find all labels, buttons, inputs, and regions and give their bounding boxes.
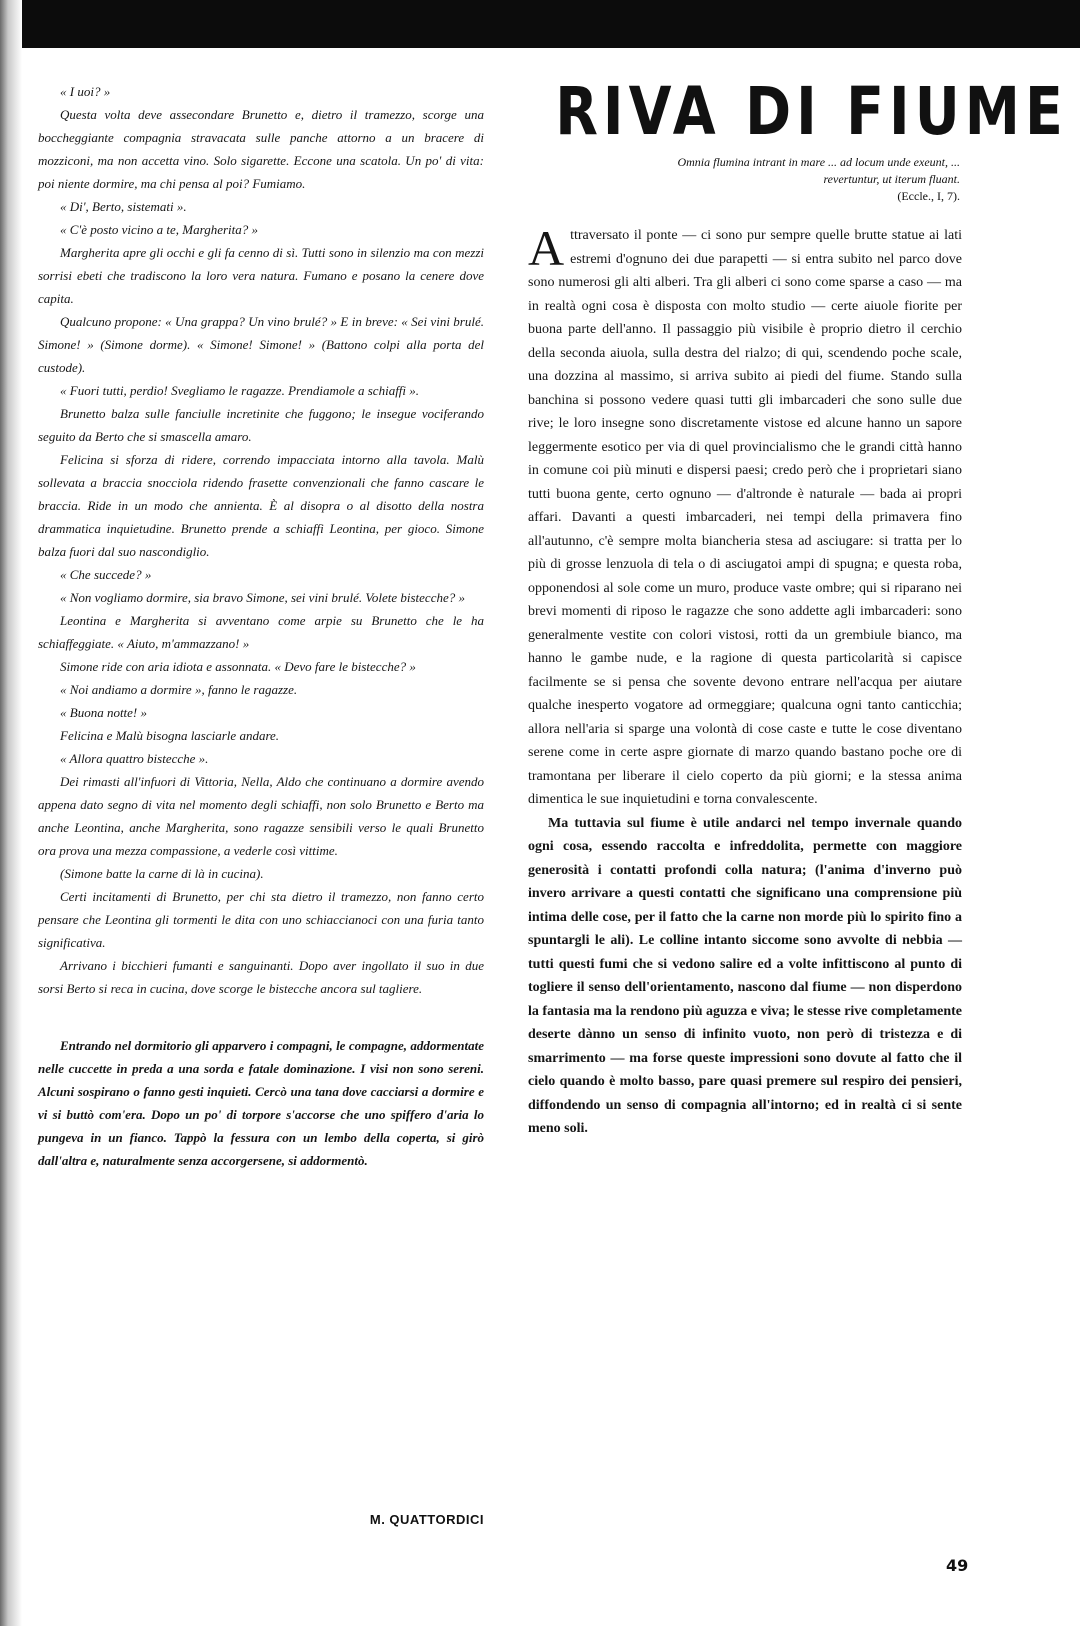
- story-paragraph: « Buona notte! »: [60, 705, 148, 720]
- left-scan-edge: [0, 0, 22, 1626]
- top-scan-band: [0, 0, 1080, 48]
- drop-cap: A: [528, 220, 565, 276]
- left-column-story: [38, 80, 484, 1172]
- story-paragraph: « Fuori tutti, perdio! Svegliamo le ragazze. Prendiamole a schiaffi ».: [60, 383, 420, 398]
- article-body: [528, 220, 962, 1141]
- story-paragraphs: [38, 80, 484, 1000]
- story-closing: [38, 1034, 484, 1172]
- story-paragraph: Certi incitamenti di Brunetto, per chi sta dietro il tramezzo, non fanno certo pensare che Leontina gli tormenti le dita con uno schiaccianoci con una furia tanto significativa.: [38, 889, 484, 950]
- epigraph: [620, 154, 960, 205]
- epigraph-source: (Eccle., I, 7).: [897, 189, 960, 203]
- paragraph-1-text: ttraversato il ponte — ci sono pur sempre quelle brutte statue ai lati estremi d'ognuno dei due parapetti — si entra subito nel parco dove sono numerosi gli alti alberi. Tra gli alberi ci sono come sparse a caso — ma in realtà ogni cosa è disposta con molto studio — certe aiuole fiorite per buona parte dell'anno. Il passaggio più visibile è proprio dietro il cerchio della seconda aiuola, sulla destra del rialzo; di qui, scendendo poche scale, una dozzina al massimo, si arriva subito ai piedi del fiume. Stando sulla banchina si possono vedere quasi tutti gli imbarcaderi che sono sulle due rive; le loro insegne sono discretamente vistose ed alcune hanno un sapore leggermente esotico per via di quel provincialismo che le grandi città hanno in comune coi più minuti e dispersi paesi; credo però che i proprietari siano tutti buona gente, certo ognuno — d'altronde è naturale — bada ai propri affari. Davanti a questi imbarcaderi, nei tempi della primavera fino all'autunno, c'è sempre molta biancheria stesa ad asciugare: si tratta per lo più di grosse lenzuola di tela o di asciugatoi ampi di spugna; e questa roba, opponendosi al sole come un muro, produce vaste ombre; qui si riparano nei brevi momenti di riposo le ragazze che sono addette agli imbarcaderi: sono generalmente vestite con colori vistosi, rotti da un grembiule bianco, ma hanno le gambe nude, e la ragione di questa particolarità si capisce facilmente se si pensa che sovente devono entrare nell'acqua per aiutare qualche inesperto vogatore ad ormeggiare; qualcuna ogni tanto canticchia; allora nell'aria si sparge una volontà di cose caste e tutte le cose diventano serene come in certe aspre giornate di marzo quando bastano poche ore di tramontana per liberare il cielo coperto da più giorni; e la stessa anima dimentica le sue inquietudini e torna convalescente.: [528, 228, 962, 807]
- story-paragraph: Margherita apre gli occhi e gli fa cenno di sì. Tutti sono in silenzio ma con mezzi sorrisi ebeti che tradiscono la loro vera natura. Fumano e posano la cenere dove capita.: [38, 245, 484, 306]
- story-paragraph: Leontina e Margherita si avventano come arpie su Brunetto che le ha schiaffeggiate. « Aiuto, m'ammazzano! »: [38, 613, 484, 651]
- story-paragraph: Felicina si sforza di ridere, correndo impacciata intorno alla tavola. Malù sollevata a braccia snocciola ridendo frasette convenzionali che fanno cascare le braccia. Ride in un modo che annienta. È al disopra o al disotto della nostra drammatica inquietudine. Brunetto prende a schiaffi Leontina, per gioco. Simone balza fuori dal suo nascondiglio.: [38, 452, 484, 559]
- story-paragraph: Dei rimasti all'infuori di Vittoria, Nella, Aldo che continuano a dormire avendo appena dato segno di vita nel momento degli schiaffi, non solo Brunetto e Berto ma anche Leontina, anche Margherita, sono ragazze sensibili verso le quali Brunetto ora prova una mezza compassione, a vederle così vittime.: [38, 774, 484, 858]
- article-title: RIVA DI FIUME: [555, 73, 1068, 150]
- author-signature: M. QUATTORDICI: [369, 1512, 484, 1527]
- closing-paragraph: Entrando nel dormitorio gli apparvero i compagni, le compagne, addormentate nelle cuccette in preda a una sorda e fatale dominazione. I visi non sono sereni. Alcuni sospirano o fanno gesti inquieti. Cercò una tana dove cacciarsi a dormire e vi si buttò com'era. Dopo un po' di torpore s'accorse che uno spiffero d'aria lo pungeva in un fianco. Tappò la fessura con un lembo della coperta, si girò dall'altra e, naturalmente senza accorgersene, si addormentò.: [38, 1038, 484, 1168]
- story-paragraph: Brunetto balza sulle fanciulle incretinite che fuggono; le insegue vociferando seguito da Berto che si smascella amaro.: [38, 406, 484, 444]
- story-paragraph: (Simone batte la carne di là in cucina).: [60, 866, 264, 881]
- story-paragraph: Felicina e Malù bisogna lasciarle andare.: [60, 728, 280, 743]
- story-paragraph: Qualcuno propone: « Una grappa? Un vino brulé? » E in breve: « Sei vini brulé. Simone! » (Simone dorme). « Simone! Simone! » (Battono colpi alla porta del custode).: [38, 314, 484, 375]
- story-paragraph: Arrivano i bicchieri fumanti e sanguinanti. Dopo aver ingollato il suo in due sorsi Berto si reca in cucina, dove scorge le bistecche ancora sul tagliere.: [38, 958, 484, 996]
- story-paragraph: « Di', Berto, sistemati ».: [60, 199, 187, 214]
- story-paragraph: « Noi andiamo a dormire », fanno le ragazze.: [60, 682, 298, 697]
- article-paragraph-2: [528, 812, 962, 1141]
- story-paragraph: « Allora quattro bistecche ».: [60, 751, 209, 766]
- paragraph-2-text: Ma tuttavia sul fiume è utile andarci nel tempo invernale quando ogni cosa, essendo raccolta e infreddolita, permette con maggiore generosità i contatti profondi colla natura; (l'anima d'inverno può invero arrivare a questi contatti che significano una comprensione più intima delle cose, per il fatto che la carne non morde più lo spirito fino a spuntargli le ali). Le colline intanto siccome sono avvolte di nebbia — tutti questi fumi che si vedono salire ed a volte infittiscono al punto di togliere il senso dell'orientamento, nascono dal fiume — non disperdono la fantasia ma la rendono più aguzza e viva; le stesse rive completamente deserte dànno un senso di infinito vuoto, non però di tristezza e di smarrimento — ma forse queste impressioni sono dovute al fatto che il cielo quando è molto basso, pare quasi premere sul respiro dei pensieri, diffondendo un senso di compagnia all'intorno; ed in realtà ci si sente meno soli.: [528, 815, 962, 1136]
- page-number: 49: [946, 1556, 969, 1575]
- epigraph-text: Omnia flumina intrant in mare ... ad locum unde exeunt, ... revertuntur, ut iterum fluant.: [677, 155, 960, 186]
- story-paragraph: Simone ride con aria idiota e assonnata. « Devo fare le bistecche? »: [60, 659, 416, 674]
- story-paragraph: « Che succede? »: [60, 567, 152, 582]
- story-paragraph: Questa volta deve assecondare Brunetto e, dietro il tramezzo, scorge una boccheggiante compagnia stravacata sulle panche attorno a un bracere di mozziconi, ma non accetta vino. Solo sigarette. Eccone una scatola. Un po' di vita: poi niente dormire, ma chi pensa al poi? Fumiamo.: [38, 107, 484, 191]
- story-paragraph: « I uoi? »: [60, 84, 111, 99]
- story-paragraph: « C'è posto vicino a te, Margherita? »: [60, 222, 258, 237]
- story-paragraph: « Non vogliamo dormire, sia bravo Simone, sei vini brulé. Volete bistecche? »: [60, 590, 465, 605]
- article-paragraph-1: [528, 220, 962, 812]
